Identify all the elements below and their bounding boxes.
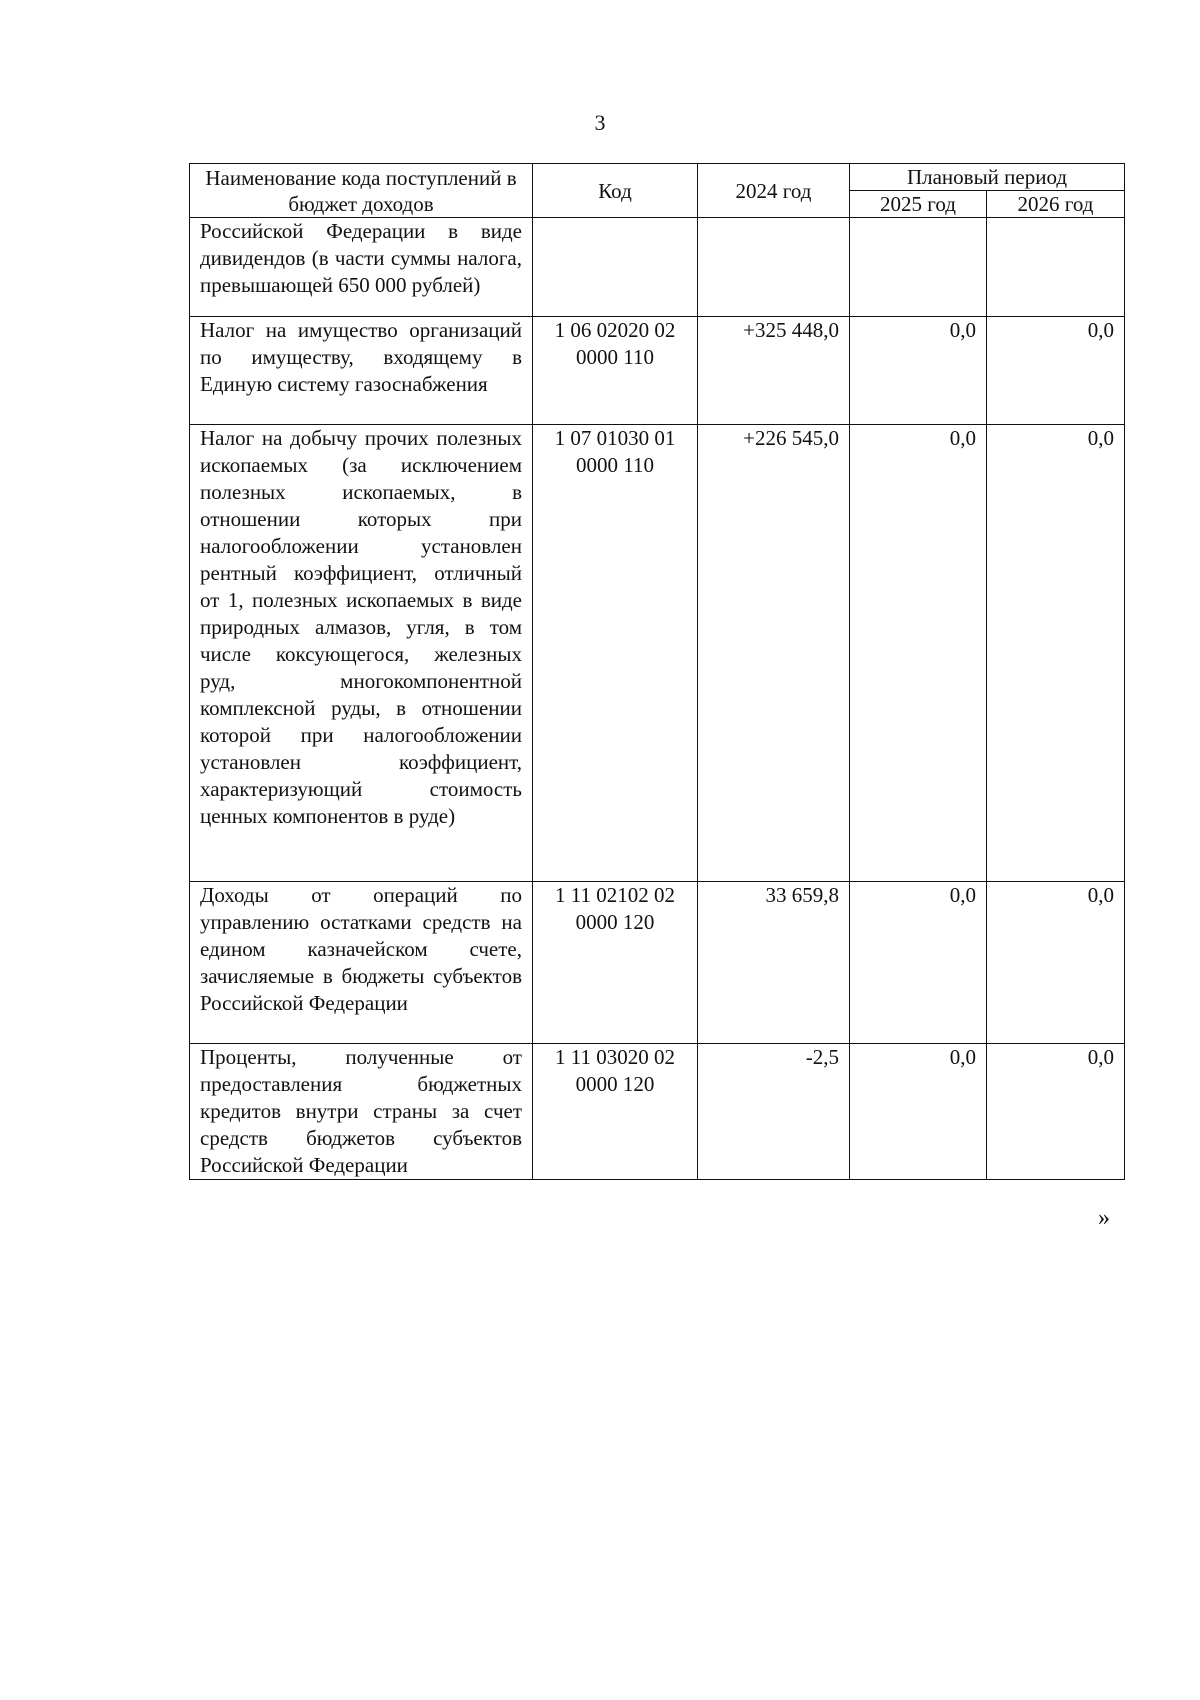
- row-value-2025: 0,0: [850, 1044, 987, 1180]
- header-year-2026: 2026 год: [987, 191, 1125, 218]
- row-value-2025: 0,0: [850, 317, 987, 425]
- budget-revenue-table: [189, 163, 1125, 1180]
- page-number: 3: [594, 110, 606, 135]
- row-code: [533, 218, 698, 317]
- row-value-2025: 0,0: [850, 425, 987, 882]
- row-value-2025: 0,0: [850, 882, 987, 1044]
- header-planning-period: Плановый период: [850, 164, 1125, 191]
- row-code: 1 11 02102 02 0000 120: [533, 882, 698, 1044]
- row-code: 1 06 02020 02 0000 110: [533, 317, 698, 425]
- row-value-2024: +325 448,0: [698, 317, 850, 425]
- header-year-2025: 2025 год: [850, 191, 987, 218]
- row-value-2026: 0,0: [987, 1044, 1125, 1180]
- row-code: 1 11 03020 02 0000 120: [533, 1044, 698, 1180]
- row-value-2024: +226 545,0: [698, 425, 850, 882]
- row-value-2025: [850, 218, 987, 317]
- row-value-2024: -2,5: [698, 1044, 850, 1180]
- row-name: Доходы от операций по управлению остатками средств на едином казначейском счете, зачисляемые в бюджеты субъектов Российской Федерации: [190, 882, 533, 1044]
- table-row: [190, 317, 1125, 425]
- row-name: Налог на имущество организаций по имуществу, входящему в Единую систему газоснабжения: [190, 317, 533, 425]
- header-name: Наименование кода поступлений в бюджет доходов: [190, 164, 533, 218]
- row-name: Налог на добычу прочих полезных ископаемых (за исключением полезных ископаемых, в отношении которых при налогообложении установлен рентный коэффициент, отличный от 1, полезных ископаемых в виде природных алмазов, угля, в том числе коксующегося, железных руд, многокомпонентной комплексной руды, в отношении которой при налогообложении установлен коэффициент, характеризующий стоимость ценных компонентов в руде): [190, 425, 533, 882]
- row-value-2024: [698, 218, 850, 317]
- closing-quote-mark: »: [1098, 1205, 1110, 1231]
- row-value-2026: 0,0: [987, 317, 1125, 425]
- row-value-2024: 33 659,8: [698, 882, 850, 1044]
- row-value-2026: [987, 218, 1125, 317]
- table-row: [190, 218, 1125, 317]
- table-row: [190, 882, 1125, 1044]
- table-header: [190, 164, 1125, 218]
- row-value-2026: 0,0: [987, 425, 1125, 882]
- table-row: [190, 1044, 1125, 1180]
- row-value-2026: 0,0: [987, 882, 1125, 1044]
- header-year-2024: 2024 год: [698, 164, 850, 218]
- table-row: [190, 425, 1125, 882]
- row-name: Проценты, полученные от предоставления бюджетных кредитов внутри страны за счет средств бюджетов субъектов Российской Федерации: [190, 1044, 533, 1180]
- table-body: [190, 218, 1125, 1180]
- row-code: 1 07 01030 01 0000 110: [533, 425, 698, 882]
- row-name: Российской Федерации в виде дивидендов (в части суммы налога, превышающей 650 000 рублей): [190, 218, 533, 317]
- header-code: Код: [533, 164, 698, 218]
